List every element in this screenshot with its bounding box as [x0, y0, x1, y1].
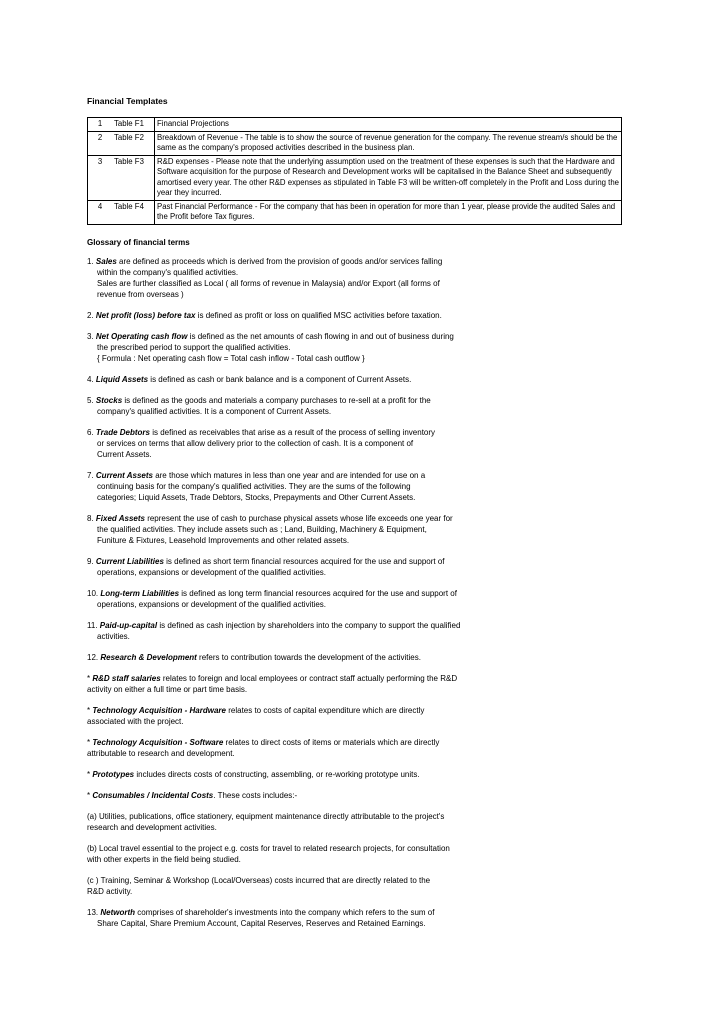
document-page	[87, 96, 627, 939]
glossary-term: Technology Acquisition - Software	[92, 737, 224, 747]
glossary-text: (b) Local travel essential to the project e.g. costs for travel to related research projects, for consultation	[87, 843, 450, 853]
template-name: Table F2	[114, 132, 144, 142]
entry-prefix: 9.	[87, 556, 96, 566]
glossary-entry	[87, 652, 627, 663]
glossary-term: Net profit (loss) before tax	[95, 310, 196, 320]
entry-prefix: *	[87, 705, 93, 715]
glossary-continuation: Sales are further classified as Local ( all forms of revenue in Malaysia) and/or Export (all forms of	[97, 278, 440, 288]
glossary-term: Current Assets	[95, 470, 153, 480]
glossary	[87, 256, 627, 929]
glossary-text: are defined as proceeds which is derived from the provision of goods and/or services falling	[116, 256, 443, 266]
glossary-text: (c ) Training, Seminar & Workshop (Local/Overseas) costs incurred that are directly related to the	[87, 875, 431, 885]
glossary-term: Networth	[100, 907, 136, 917]
glossary-text: (a) Utilities, publications, office stationery, equipment maintenance directly attributable to the project's	[87, 811, 445, 821]
glossary-text: is defined as long term financial resources acquired for the use and support of	[179, 588, 457, 598]
glossary-text: includes directs costs of constructing, assembling, or re-working prototype units.	[134, 769, 420, 779]
template-number: 3	[97, 156, 103, 166]
glossary-text: is defined as short term financial resources acquired for the use and support of	[163, 556, 445, 566]
glossary-text: relates to direct costs of items or materials which are directly	[223, 737, 440, 747]
entry-prefix: 8.	[87, 513, 96, 523]
glossary-text: is defined as cash injection by shareholders into the company to support the qualified	[157, 620, 461, 630]
glossary-text: refers to contribution towards the development of the activities.	[196, 652, 421, 662]
table-row	[88, 155, 622, 200]
template-name: Table F4	[114, 201, 144, 211]
glossary-continuation: within the company's qualified activities.	[97, 267, 239, 277]
template-description: Breakdown of Revenue - The table is to show the source of revenue generation for the company. The revenue stream/s should be the same as the company's proposed activities described in the business plan.	[155, 131, 622, 155]
template-name: Table F1	[114, 119, 144, 128]
entry-prefix: *	[87, 769, 93, 779]
glossary-text: is defined as receivables that arise as a result of the process of selling inventory	[150, 427, 436, 437]
glossary-entry	[87, 907, 627, 929]
glossary-term: Fixed Assets	[95, 513, 145, 523]
glossary-entry	[87, 790, 627, 801]
glossary-term: Stocks	[95, 395, 123, 405]
glossary-continuation: the qualified activities. They include assets such as ; Land, Building, Machinery & Equipment,	[97, 524, 427, 534]
glossary-term: Prototypes	[92, 769, 135, 779]
glossary-term: Long-term Liabilities	[100, 588, 180, 598]
glossary-continuation: activities.	[97, 631, 130, 641]
glossary-term: Technology Acquisition - Hardware	[92, 705, 226, 715]
glossary-entry	[87, 310, 627, 321]
template-number: 2	[97, 132, 103, 142]
document-title: Financial Templates	[87, 96, 168, 106]
entry-prefix: *	[87, 790, 93, 800]
template-name: Table F3	[114, 156, 144, 166]
glossary-term: Research & Development	[100, 652, 197, 662]
glossary-term: Current Liabilities	[95, 556, 164, 566]
entry-prefix: 10.	[87, 588, 101, 598]
glossary-continuation: R&D activity.	[87, 886, 133, 896]
glossary-entry	[87, 556, 627, 578]
glossary-text: is defined as profit or loss on qualified MSC activities before taxation.	[195, 310, 442, 320]
glossary-entry	[87, 875, 627, 897]
entry-prefix: 5.	[87, 395, 96, 405]
glossary-text: is defined as the net amounts of cash flowing in and out of business during	[187, 331, 454, 341]
glossary-text: is defined as cash or bank balance and is a component of Current Assets.	[148, 374, 412, 384]
glossary-entry	[87, 737, 627, 759]
template-description: Financial Projections	[155, 118, 622, 132]
glossary-continuation: associated with the project.	[87, 716, 184, 726]
entry-prefix: *	[87, 737, 93, 747]
glossary-entry	[87, 769, 627, 780]
glossary-text: relates to foreign and local employees or contract staff actually performing the R&D	[160, 673, 458, 683]
glossary-continuation: the prescribed period to support the qualified activities.	[97, 342, 291, 352]
table-row	[88, 118, 622, 132]
template-description: Past Financial Performance - For the company that has been in operation for more than 1 year, please provide the audited Sales and the Profit before Tax figures.	[155, 200, 622, 224]
glossary-term: Net Operating cash flow	[95, 331, 188, 341]
glossary-term: R&D staff salaries	[92, 673, 161, 683]
entry-prefix: 12.	[87, 652, 101, 662]
glossary-continuation: Share Capital, Share Premium Account, Capital Reserves, Reserves and Retained Earnings.	[97, 918, 426, 928]
glossary-continuation: research and development activities.	[87, 822, 217, 832]
entry-prefix: 11.	[87, 620, 100, 630]
glossary-entry	[87, 331, 627, 364]
glossary-continuation: operations, expansions or development of the qualified activities.	[97, 567, 327, 577]
glossary-text: comprises of shareholder's investments into the company which refers to the sum of	[135, 907, 435, 917]
glossary-entry	[87, 513, 627, 546]
table-row	[88, 200, 622, 224]
glossary-term: Liquid Assets	[95, 374, 149, 384]
glossary-entry	[87, 811, 627, 833]
entry-prefix: 13.	[87, 907, 101, 917]
glossary-continuation: attributable to research and development.	[87, 748, 235, 758]
glossary-title: Glossary of financial terms	[87, 237, 190, 247]
glossary-entry	[87, 256, 627, 300]
glossary-entry	[87, 470, 627, 503]
glossary-continuation: operations, expansions or development of the qualified activities.	[97, 599, 327, 609]
glossary-continuation: categories; Liquid Assets, Trade Debtors, Stocks, Prepayments and Other Current Assets.	[97, 492, 416, 502]
glossary-continuation: Current Assets.	[97, 449, 152, 459]
entry-prefix: 6.	[87, 427, 96, 437]
glossary-text: . These costs includes:-	[213, 790, 298, 800]
entry-prefix: *	[87, 673, 93, 683]
entry-prefix: 1.	[87, 256, 96, 266]
glossary-entry	[87, 620, 627, 642]
glossary-entry	[87, 705, 627, 727]
glossary-entry	[87, 427, 627, 460]
glossary-entry	[87, 395, 627, 417]
glossary-entry	[87, 374, 627, 385]
template-number: 4	[97, 201, 103, 211]
glossary-text: are those which matures in less than one year and are intended for use on a	[152, 470, 426, 480]
glossary-term: Trade Debtors	[95, 427, 150, 437]
template-description: R&D expenses - Please note that the underlying assumption used on the treatment of these expenses is such that the Hardware and Software acquisition for the purpose of Research and Development works will be capitalised in the Balance Sheet and subsequently amortised every year. The other R&D expenses as stipulated in Table F3 will be written-off completely in the Profit and Loss during the year they incurred.	[155, 155, 622, 200]
glossary-continuation: { Formula : Net operating cash flow = Total cash inflow - Total cash outflow }	[97, 353, 365, 363]
glossary-continuation: activity on either a full time or part time basis.	[87, 684, 248, 694]
glossary-term: Paid-up-capital	[99, 620, 158, 630]
glossary-entry	[87, 673, 627, 695]
entry-prefix: 4.	[87, 374, 96, 384]
glossary-continuation: company's qualified activities. It is a component of Current Assets.	[97, 406, 332, 416]
glossary-entry	[87, 843, 627, 865]
templates-table	[87, 117, 622, 225]
template-number: 1	[97, 119, 103, 128]
glossary-term: Consumables / Incidental Costs	[92, 790, 214, 800]
glossary-text: is defined as the goods and materials a company purchases to re-sell at a profit for the	[122, 395, 431, 405]
table-row	[88, 131, 622, 155]
glossary-continuation: or services on terms that allow delivery prior to the collection of cash. It is a component of	[97, 438, 414, 448]
entry-prefix: 3.	[87, 331, 96, 341]
glossary-continuation: Funiture & Fixtures, Leasehold Improvements and other related assets.	[97, 535, 350, 545]
glossary-entry	[87, 588, 627, 610]
glossary-term: Sales	[95, 256, 117, 266]
glossary-text: relates to costs of capital expenditure which are directly	[226, 705, 425, 715]
entry-prefix: 2.	[87, 310, 96, 320]
glossary-continuation: revenue from overseas )	[97, 289, 184, 299]
glossary-continuation: continuing basis for the company's qualified activities. They are the sums of the following	[97, 481, 411, 491]
glossary-text: represent the use of cash to purchase physical assets whose life exceeds one year for	[144, 513, 453, 523]
entry-prefix: 7.	[87, 470, 96, 480]
glossary-continuation: with other experts in the field being studied.	[87, 854, 241, 864]
